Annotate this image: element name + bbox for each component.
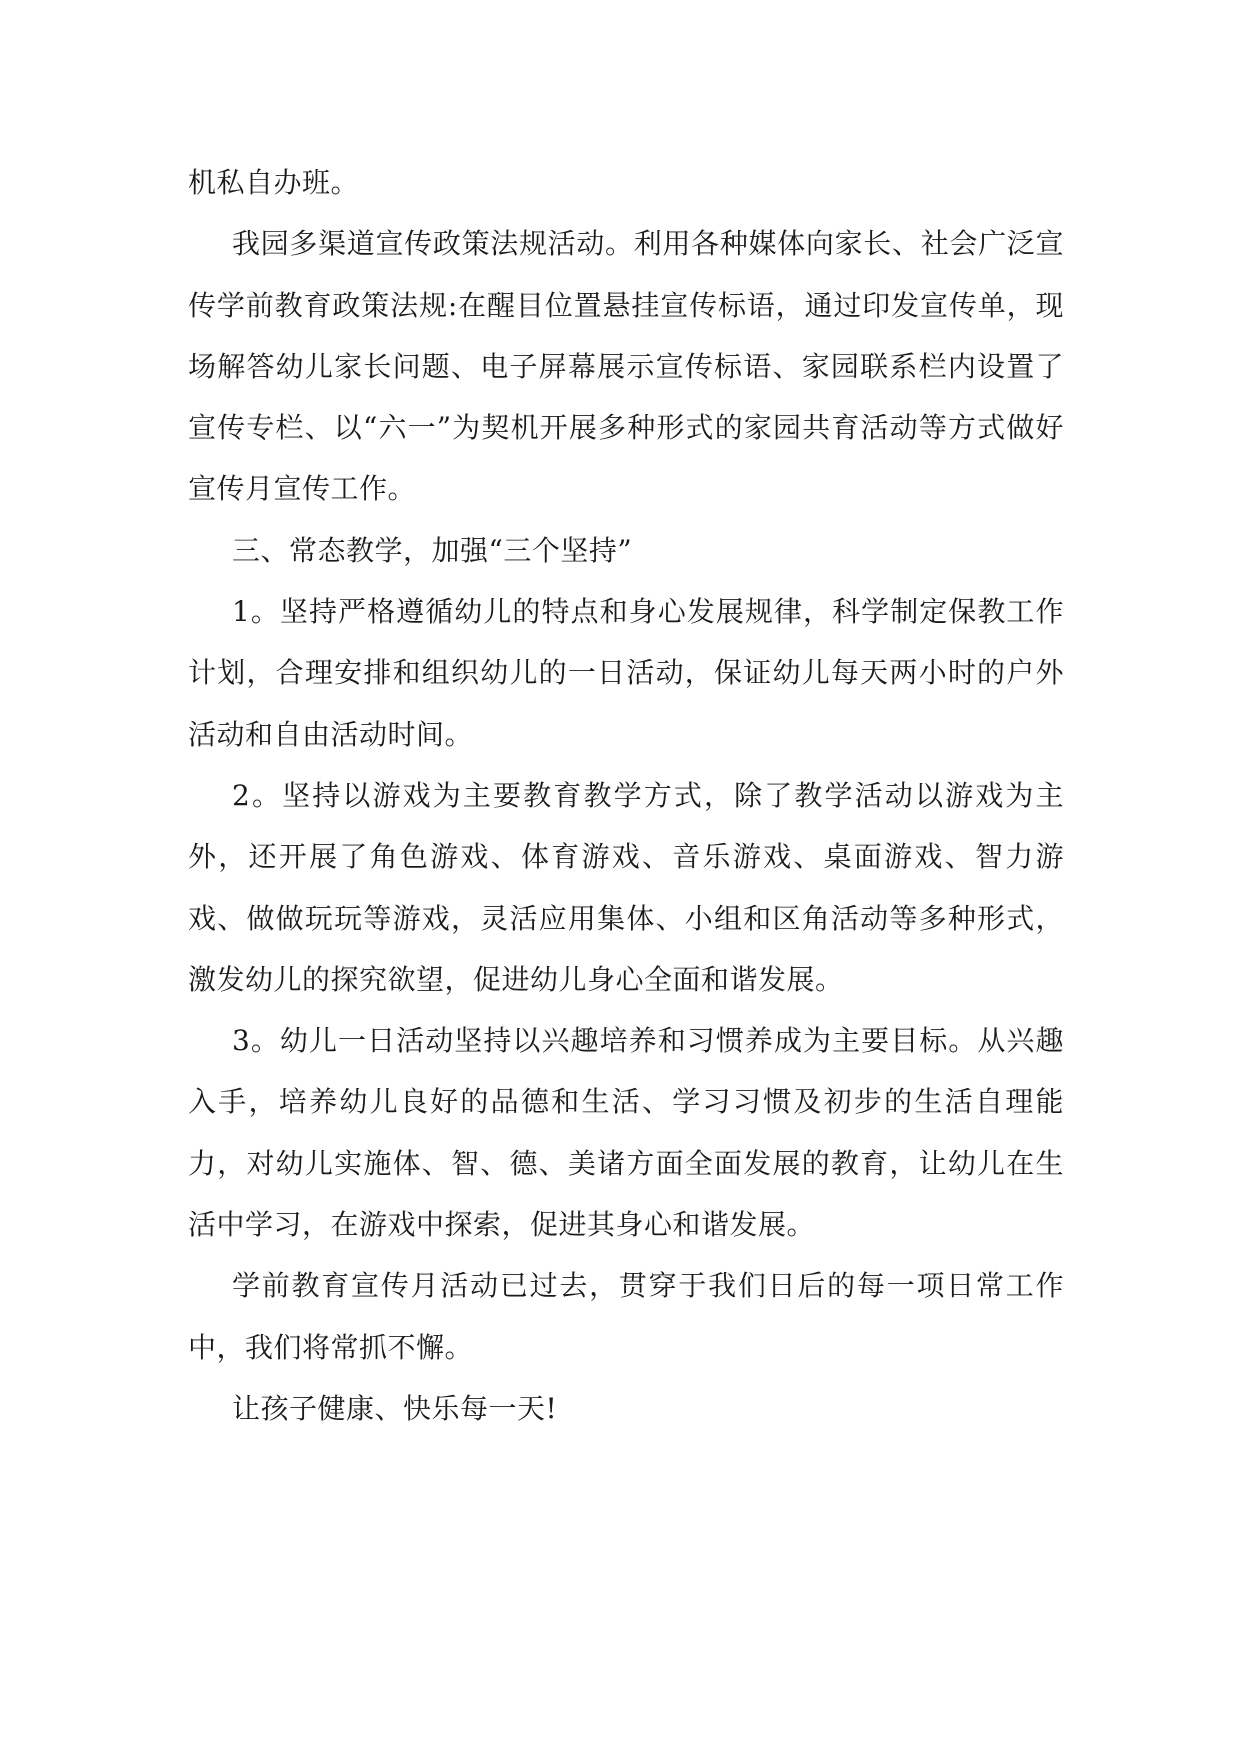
paragraph-summary: 学前教育宣传月活动已过去，贯穿于我们日后的每一项日常工作中，我们将常抓不懈。 — [188, 1269, 1064, 1364]
document-body — [188, 152, 1064, 1439]
paragraph-policy-publicity: 我园多渠道宣传政策法规活动。利用各种媒体向家长、社会广泛宣传学前教育政策法规:在醒目位置悬挂宣传标语，通过印发宣传单，现场解答幼儿家长问题、电子屏幕展示宣传标语、家园联系栏内设置了宣传专栏、以“六一”为契机开展多种形式的家园共育活动等方式做好宣传月宣传工作。 — [188, 227, 1064, 506]
section-heading-three: 三、常态教学，加强“三个坚持” — [232, 533, 633, 567]
paragraph-item-2: 2。坚持以游戏为主要教育教学方式，除了教学活动以游戏为主外，还开展了角色游戏、体育游戏、音乐游戏、桌面游戏、智力游戏、做做玩玩等游戏，灵活应用集体、小组和区角活动等多种形式，激发幼儿的探究欲望，促进幼儿身心全面和谐发展。 — [188, 778, 1064, 996]
paragraph-continuation: 机私自办班。 — [188, 166, 360, 199]
paragraph-item-3: 3。幼儿一日活动坚持以兴趣培养和习惯养成为主要目标。从兴趣入手，培养幼儿良好的品德和生活、学习习惯及初步的生活自理能力，对幼儿实施体、智、德、美诸方面全面发展的教育，让幼儿在生活中学习，在游戏中探索，促进其身心和谐发展。 — [188, 1024, 1064, 1242]
paragraph-closing: 让孩子健康、快乐每一天! — [232, 1391, 558, 1425]
paragraph-item-1: 1。坚持严格遵循幼儿的特点和身心发展规律，科学制定保教工作计划，合理安排和组织幼儿的一日活动，保证幼儿每天两小时的户外活动和自由活动时间。 — [188, 595, 1064, 751]
